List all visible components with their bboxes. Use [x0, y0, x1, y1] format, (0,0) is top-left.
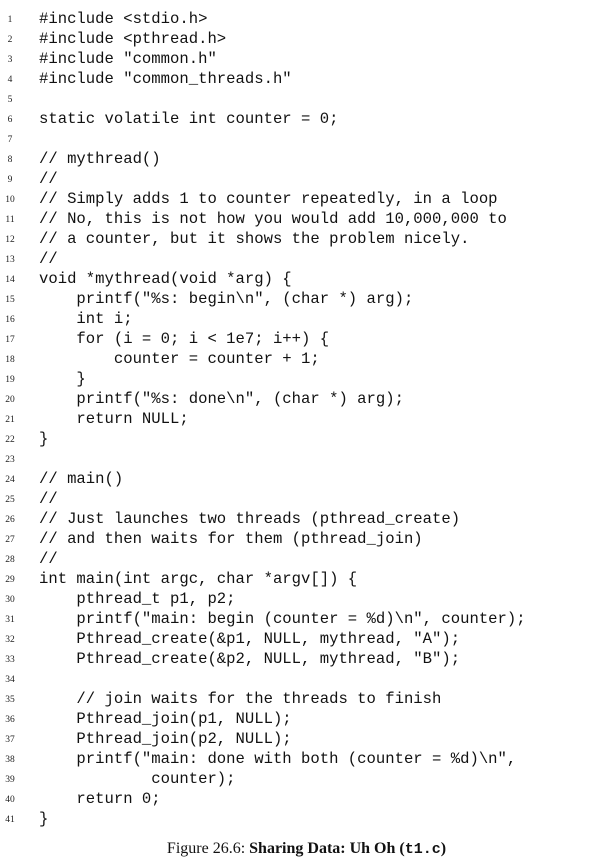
code-line: [0, 89, 613, 109]
code-text: static volatile int counter = 0;: [39, 110, 339, 128]
code-text: #include "common.h": [39, 50, 217, 68]
code-line: [0, 129, 613, 149]
code-line: [0, 529, 613, 549]
line-number: 18: [5, 355, 15, 365]
line-number: 1: [7, 15, 13, 25]
code-line: [0, 209, 613, 229]
code-line: [0, 9, 613, 29]
code-text: // Simply adds 1 to counter repeatedly, in a loop: [39, 190, 498, 208]
line-number: 20: [5, 395, 15, 405]
line-number: 11: [5, 215, 15, 225]
code-text: printf("%s: begin\n", (char *) arg);: [39, 290, 414, 308]
code-text: pthread_t p1, p2;: [39, 590, 236, 608]
code-line: [0, 669, 613, 689]
code-text: // mythread(): [39, 150, 161, 168]
line-number: 24: [5, 475, 15, 485]
line-number: 12: [5, 235, 15, 245]
code-line: [0, 749, 613, 769]
code-text: for (i = 0; i < 1e7; i++) {: [39, 330, 330, 348]
code-line: [0, 629, 613, 649]
code-line: [0, 309, 613, 329]
code-text: }: [39, 370, 86, 388]
code-line: [0, 609, 613, 629]
code-line: [0, 729, 613, 749]
code-line: [0, 409, 613, 429]
line-number: 31: [5, 615, 15, 625]
code-line: [0, 809, 613, 829]
code-line: [0, 189, 613, 209]
line-number: 26: [5, 515, 15, 525]
code-line: [0, 289, 613, 309]
line-number: 37: [5, 735, 15, 745]
code-line: [0, 269, 613, 289]
caption-prefix: Figure 26.6:: [166, 840, 250, 857]
line-number: 38: [5, 755, 15, 765]
code-text: //: [39, 490, 58, 508]
code-line: [0, 109, 613, 129]
line-number: 40: [5, 795, 15, 805]
code-line: [0, 349, 613, 369]
line-number: 21: [5, 415, 15, 425]
code-text: counter = counter + 1;: [39, 350, 320, 368]
line-number: 25: [5, 495, 15, 505]
code-text: return 0;: [39, 790, 161, 808]
line-number: 33: [5, 655, 15, 665]
code-line: [0, 789, 613, 809]
code-text: Pthread_join(p2, NULL);: [39, 730, 292, 748]
code-line: [0, 69, 613, 89]
code-text: #include <stdio.h>: [39, 10, 208, 28]
code-line: [0, 169, 613, 189]
code-text: void *mythread(void *arg) {: [39, 270, 292, 288]
code-text: //: [39, 550, 58, 568]
code-text: printf("main: done with both (counter = %d)\n",: [39, 750, 517, 768]
line-number: 9: [7, 175, 13, 185]
line-number: 22: [5, 435, 15, 445]
code-text: // a counter, but it shows the problem nicely.: [39, 230, 470, 248]
figure-caption: [0, 840, 613, 858]
code-line: [0, 329, 613, 349]
code-text: Pthread_create(&p1, NULL, mythread, "A");: [39, 630, 461, 648]
code-text: // join waits for the threads to finish: [39, 690, 442, 708]
line-number: 41: [5, 815, 15, 825]
code-text: #include "common_threads.h": [39, 70, 292, 88]
line-number: 16: [5, 315, 15, 325]
caption-file-name: t1.c: [404, 841, 441, 858]
code-line: [0, 449, 613, 469]
line-number: 14: [5, 275, 15, 285]
caption-file-close: ): [440, 840, 447, 857]
line-number: 27: [5, 535, 15, 545]
code-line: [0, 769, 613, 789]
code-line: [0, 49, 613, 69]
code-line: [0, 149, 613, 169]
line-number: 13: [5, 255, 15, 265]
code-text: Pthread_join(p1, NULL);: [39, 710, 292, 728]
code-text: // No, this is not how you would add 10,000,000 to: [39, 210, 507, 228]
code-text: }: [39, 810, 49, 828]
code-text: int i;: [39, 310, 133, 328]
line-number: 28: [5, 555, 15, 565]
line-number: 32: [5, 635, 15, 645]
code-line: [0, 249, 613, 269]
code-line: [0, 649, 613, 669]
code-text: // Just launches two threads (pthread_create): [39, 510, 461, 528]
line-number: 5: [7, 95, 13, 105]
code-text: Pthread_create(&p2, NULL, mythread, "B");: [39, 650, 461, 668]
code-line: [0, 389, 613, 409]
code-text: return NULL;: [39, 410, 189, 428]
code-line: [0, 549, 613, 569]
line-number: 2: [7, 35, 13, 45]
code-text: #include <pthread.h>: [39, 30, 227, 48]
line-number: 7: [7, 135, 13, 145]
caption-title: Sharing Data: Uh Oh: [249, 840, 400, 857]
line-number: 6: [7, 115, 13, 125]
line-number: 3: [7, 55, 13, 65]
code-text: printf("main: begin (counter = %d)\n", counter);: [39, 610, 526, 628]
code-text: // and then waits for them (pthread_join): [39, 530, 423, 548]
line-number: 34: [5, 675, 15, 685]
code-line: [0, 369, 613, 389]
code-line: [0, 589, 613, 609]
line-number: 19: [5, 375, 15, 385]
line-number: 8: [7, 155, 13, 165]
line-number: 39: [5, 775, 15, 785]
code-line: [0, 689, 613, 709]
line-number: 36: [5, 715, 15, 725]
code-text: counter);: [39, 770, 236, 788]
code-line: [0, 489, 613, 509]
code-line: [0, 709, 613, 729]
caption-file-open: (: [399, 840, 405, 857]
code-text: //: [39, 170, 58, 188]
code-line: [0, 429, 613, 449]
code-text: }: [39, 430, 49, 448]
line-number: 15: [5, 295, 15, 305]
line-number: 30: [5, 595, 15, 605]
code-text: int main(int argc, char *argv[]) {: [39, 570, 358, 588]
line-number: 4: [7, 75, 13, 85]
line-number: 17: [5, 335, 15, 345]
code-line: [0, 509, 613, 529]
code-line: [0, 469, 613, 489]
line-number: 10: [5, 195, 15, 205]
line-number: 23: [5, 455, 15, 465]
code-line: [0, 29, 613, 49]
code-line: [0, 229, 613, 249]
line-number: 29: [5, 575, 15, 585]
code-text: // main(): [39, 470, 124, 488]
code-text: printf("%s: done\n", (char *) arg);: [39, 390, 404, 408]
line-number: 35: [5, 695, 15, 705]
code-text: //: [39, 250, 58, 268]
code-line: [0, 569, 613, 589]
